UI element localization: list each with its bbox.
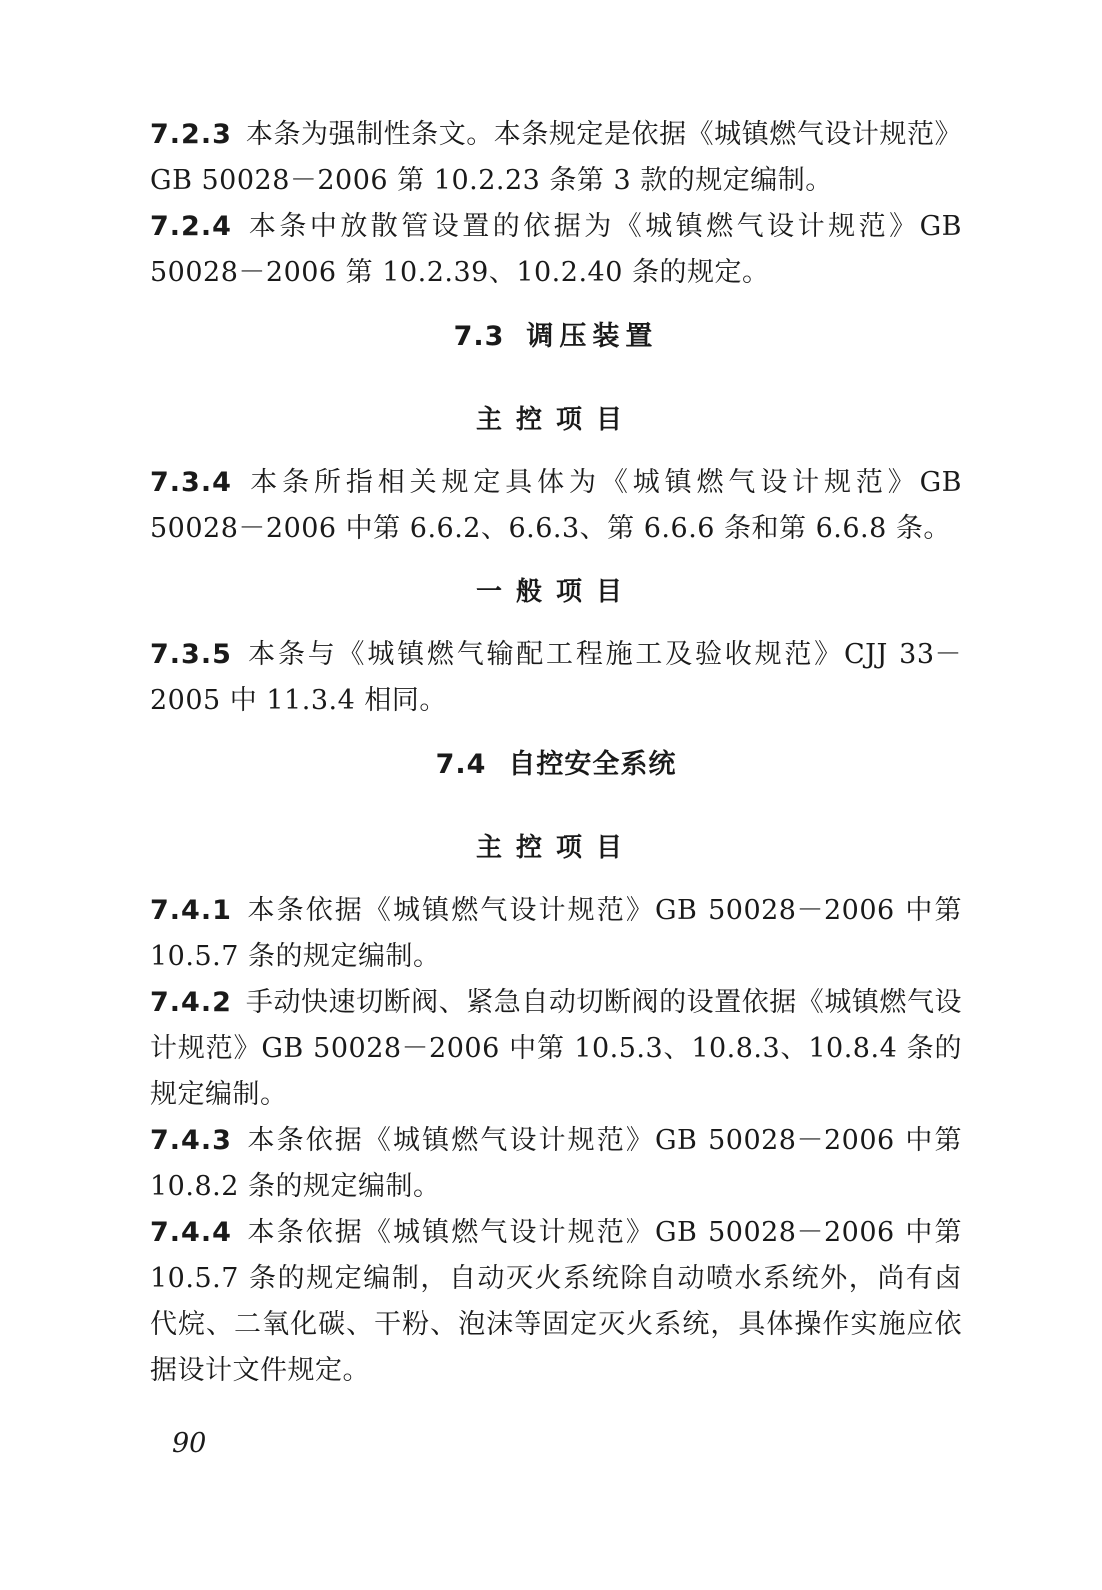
clause-text: 本条为强制性条文。本条规定是依据《城镇燃气设计规范》GB 50028－2006 第 10.2.23 条第 3 款的规定编制。 <box>150 119 962 196</box>
clause-number: 7.3.4 <box>150 467 232 498</box>
clause-number: 7.4.1 <box>150 895 232 926</box>
clause-text: 本条与《城镇燃气输配工程施工及验收规范》CJJ 33－2005 中 11.3.4 相同。 <box>150 639 962 716</box>
clause-text: 本条依据《城镇燃气设计规范》GB 50028－2006 中第 10.8.2 条的规定编制。 <box>150 1125 962 1202</box>
subheading-main-control: 主控项目 <box>475 405 636 435</box>
clause-7-4-3 <box>150 1118 962 1210</box>
clause-7-2-3 <box>150 112 962 204</box>
clause-number: 7.4.2 <box>150 987 232 1018</box>
clause-text: 本条依据《城镇燃气设计规范》GB 50028－2006 中第 10.5.7 条的规定编制，自动灭火系统除自动喷水系统外，尚有卤代烷、二氧化碳、干粉、泡沫等固定灭火系统，具体操作实施应依据设计文件规定。 <box>150 1217 962 1386</box>
clause-text: 本条依据《城镇燃气设计规范》GB 50028－2006 中第 10.5.7 条的规定编制。 <box>150 895 962 972</box>
clause-7-3-4 <box>150 460 962 552</box>
subheading-main-control: 主控项目 <box>475 833 636 863</box>
clause-number: 7.2.4 <box>150 211 232 242</box>
section-number: 7.4 <box>435 749 487 780</box>
section-title: 自控安全系统 <box>508 749 677 780</box>
section-heading-7-4 <box>150 742 962 788</box>
clause-7-3-5 <box>150 632 962 724</box>
page-number: 90 <box>172 1428 207 1459</box>
clause-text: 本条中放散管设置的依据为《城镇燃气设计规范》GB 50028－2006 第 10.2.39、10.2.40 条的规定。 <box>150 211 962 288</box>
clause-7-2-4 <box>150 204 962 296</box>
clause-7-4-1 <box>150 888 962 980</box>
subheading-general: 一般项目 <box>475 577 636 607</box>
clause-number: 7.3.5 <box>150 639 232 670</box>
clause-7-4-2 <box>150 980 962 1118</box>
section-number: 7.3 <box>453 321 505 352</box>
clause-number: 7.4.3 <box>150 1125 232 1156</box>
page-content <box>150 112 962 1394</box>
clause-7-4-4 <box>150 1210 962 1394</box>
clause-text: 本条所指相关规定具体为《城镇燃气设计规范》GB 50028－2006 中第 6.6.2、6.6.3、第 6.6.6 条和第 6.6.8 条。 <box>150 467 962 544</box>
clause-number: 7.2.3 <box>150 119 232 150</box>
clause-number: 7.4.4 <box>150 1217 232 1248</box>
clause-text: 手动快速切断阀、紧急自动切断阀的设置依据《城镇燃气设计规范》GB 50028－2006 中第 10.5.3、10.8.3、10.8.4 条的规定编制。 <box>150 987 962 1110</box>
section-title: 调压装置 <box>526 321 659 352</box>
section-heading-7-3 <box>150 314 962 360</box>
